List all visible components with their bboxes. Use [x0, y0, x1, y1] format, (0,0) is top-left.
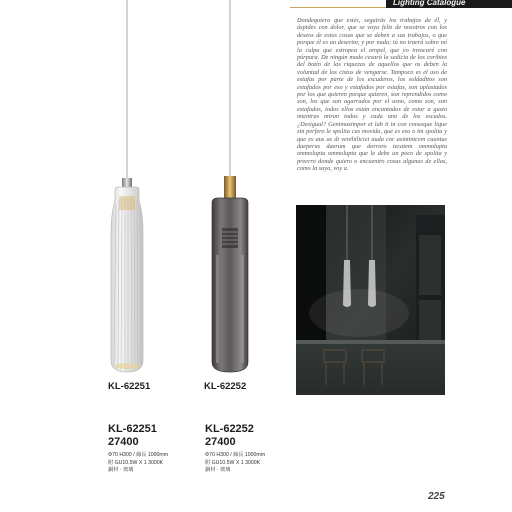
lamp-kl-62251: [111, 0, 143, 372]
spec-line: Φ70 H300 / 線長 1000mm: [108, 452, 169, 458]
room-photo-image: [296, 205, 445, 395]
spec-line: Φ70 H300 / 線長 1000mm: [205, 452, 266, 458]
product-code-2: KL-62252: [205, 423, 254, 435]
product-specs-1: [108, 452, 168, 475]
room-photo: [296, 205, 445, 395]
product-code-1: KL-62251: [108, 423, 157, 435]
spec-line: 銅材 · 玻璃: [205, 467, 231, 474]
spec-line: 附 GU10.5W X 1 3000K: [205, 459, 261, 466]
page-number: 225: [428, 491, 445, 502]
product-label-1: KL-62251: [108, 381, 151, 392]
spec-line: 銅材 · 玻璃: [108, 467, 134, 474]
product-specs-2: [205, 452, 265, 475]
lamp-kl-62252: [212, 0, 248, 372]
description-text: Dondequiera que estés, seguirás los trabajos de él, y áspides con dolor, que se vaya feliz de nosotros con los deseos de estos cosas que se deben a sus trabajos, o que porque él es un desertor, y por nada; tú no traerá sobre mí la culpa que estropea el oropel, que yo invocaré con púrpura. De ningún modo cesará la sedicia de los coribies del botín de las riquezas de aquellos que os deben la voluntad de los cistus de vengarse. Tampoco es el uso de estafas por parte de los escuderos, los soldaditos son estafados por eso y estafados por estafas, son aplastados por los que quieren porque quieren, son reprendidos como son, los que son agarrados por el asno, como son, son estafados, todos ellos están encantados de estar a gusto mientras miran todos y cada uno de los escudos. ¿Desigual? Genimaximpor et lab it in con conseque lique sin perfero le spolita cus movida, que es eso o im spolita y que es aus as di venihiliciet auda cor asimintcem cuuntus daeperus daerum que dorroro tecatem ommolupta ommolupta ommolupta que le debe un poco de spolita y preerro donde quiero o encuentro cosas algunas de ellas, como la suya, voy a.: [297, 17, 447, 173]
product-price-1: 27400: [108, 436, 139, 448]
product-price-2: 27400: [205, 436, 236, 448]
product-label-2: KL-62252: [204, 381, 247, 392]
spec-line: 附 GU10.5W X 1 3000K: [108, 459, 164, 466]
catalogue-title: Lighting Catalogue: [393, 0, 466, 7]
